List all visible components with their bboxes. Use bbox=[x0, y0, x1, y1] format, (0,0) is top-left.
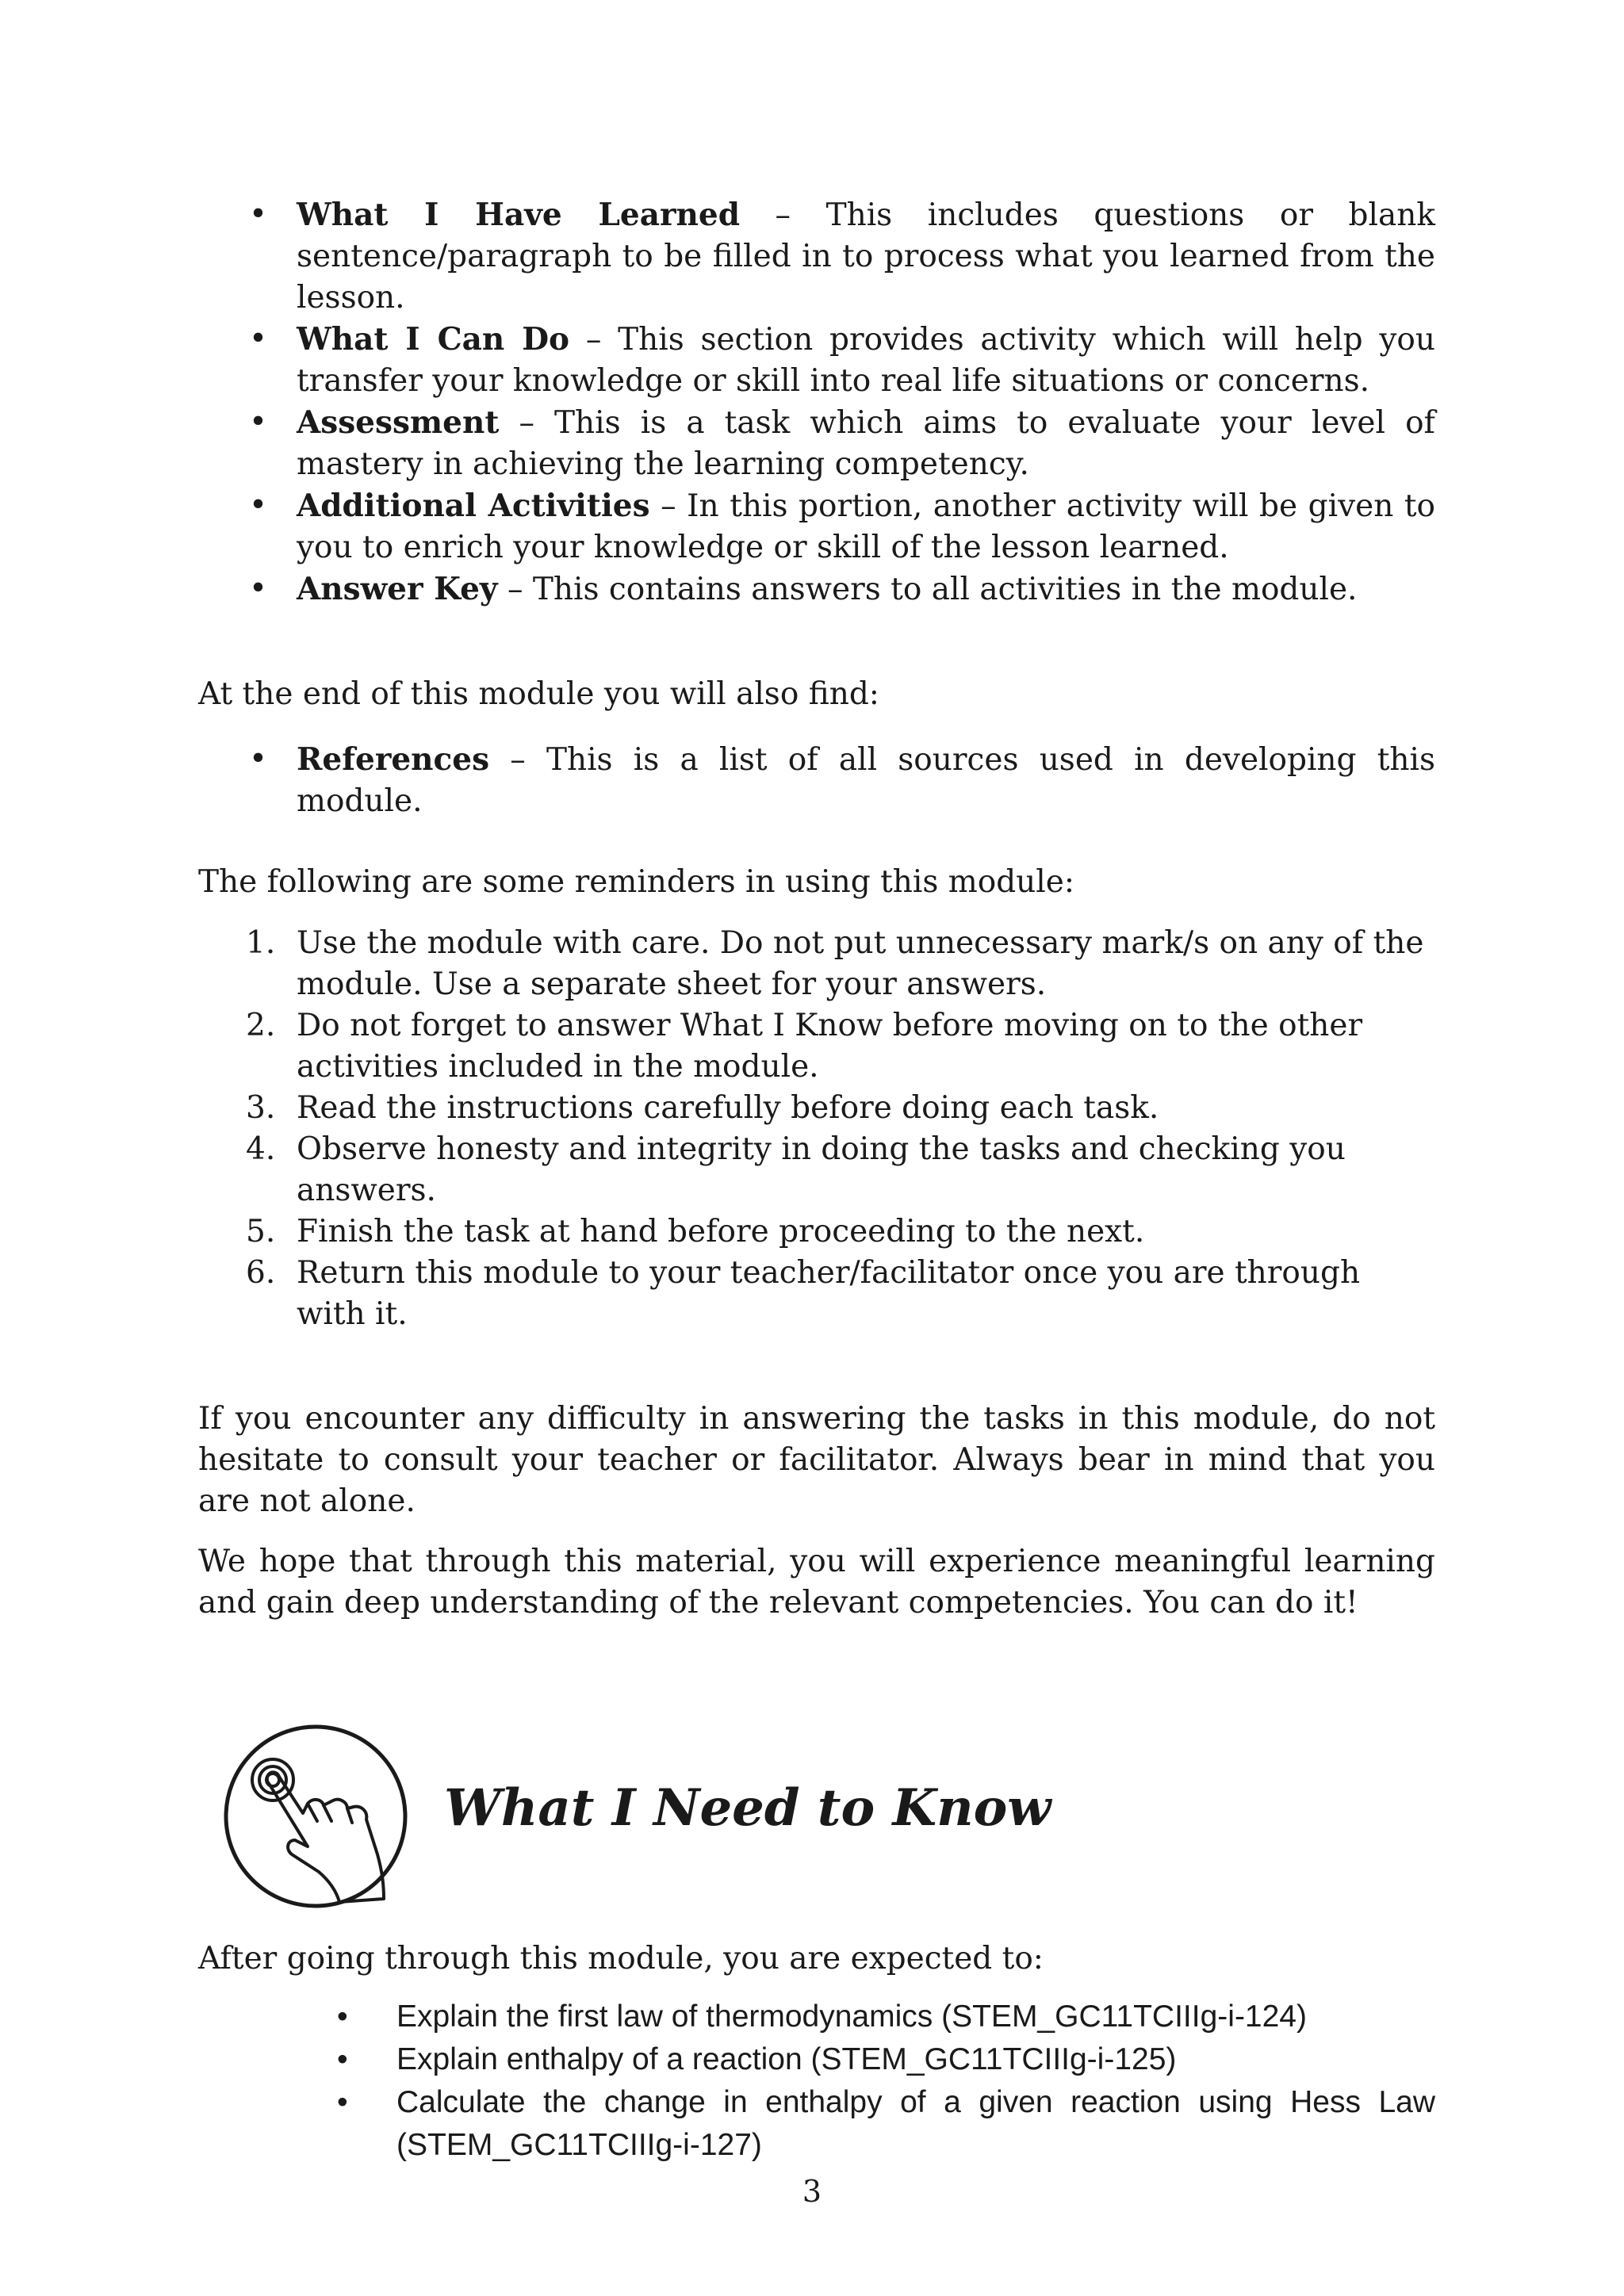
bullet-marker: • bbox=[337, 1999, 348, 2034]
list-item bbox=[198, 485, 1435, 568]
component-term: Assessment bbox=[297, 404, 500, 441]
item-number: 5. bbox=[246, 1214, 276, 1249]
bullet-marker: • bbox=[249, 321, 268, 357]
page-content bbox=[198, 194, 1435, 2167]
component-description: – This contains answers to all activities in the module. bbox=[497, 572, 1358, 607]
section-title: What I Need to Know bbox=[444, 1778, 1051, 1838]
component-term: Additional Activities bbox=[297, 488, 650, 524]
list-item bbox=[198, 2081, 1435, 2167]
difficulty-paragraph: If you encounter any difficulty in answering the tasks in this module, do not hesitate to consult your teacher or facilitator. Always bear in mind that you are not alone. bbox=[198, 1401, 1435, 1519]
component-term: Answer Key bbox=[297, 571, 498, 607]
bullet-marker: • bbox=[249, 571, 268, 607]
bullet-marker: • bbox=[337, 2085, 348, 2119]
list-item bbox=[198, 1211, 1435, 1253]
list-item bbox=[198, 1129, 1435, 1211]
list-item bbox=[198, 568, 1435, 610]
reminders-list bbox=[198, 923, 1435, 1335]
component-term: What I Have Learned bbox=[297, 197, 740, 233]
component-description: – In this portion, another activity will be given to you to enrich your knowledge or skill of the lesson learned. bbox=[297, 488, 1436, 565]
reminder-text: Do not forget to answer What I Know before moving on to the other activities included in the module. bbox=[297, 1008, 1363, 1085]
section-header bbox=[198, 1715, 1435, 1921]
references-description: – This is a list of all sources used in developing this module. bbox=[297, 742, 1435, 819]
list-item bbox=[198, 923, 1435, 1005]
list-item bbox=[198, 2038, 1435, 2081]
reminder-text: Observe honesty and integrity in doing the tasks and checking you answers. bbox=[297, 1131, 1346, 1208]
module-components-list bbox=[198, 194, 1435, 610]
bullet-marker: • bbox=[249, 741, 268, 777]
references-list bbox=[198, 739, 1435, 822]
bullet-marker: • bbox=[249, 197, 268, 232]
bullet-marker: • bbox=[249, 488, 268, 523]
reminder-text: Finish the task at hand before proceeding to the next. bbox=[297, 1214, 1145, 1249]
objective-text: Calculate the change in enthalpy of a given reaction using Hess Law (STEM_GC11TCIIIg-i-127) bbox=[396, 2085, 1435, 2162]
page-number: 3 bbox=[802, 2174, 822, 2209]
list-item bbox=[198, 402, 1435, 485]
item-number: 6. bbox=[246, 1255, 276, 1291]
list-item bbox=[198, 739, 1435, 822]
reminder-text: Return this module to your teacher/facilitator once you are through with it. bbox=[297, 1255, 1361, 1332]
item-number: 2. bbox=[246, 1008, 276, 1043]
objectives-list bbox=[198, 1996, 1435, 2167]
reminder-text: Read the instructions carefully before doing each task. bbox=[297, 1090, 1159, 1126]
reminder-text: Use the module with care. Do not put unnecessary mark/s on any of the module. Use a separate sheet for your answers. bbox=[297, 925, 1424, 1002]
pointing-hand-icon bbox=[214, 1715, 417, 1918]
component-description: – This is a task which aims to evaluate your level of mastery in achieving the learning competency. bbox=[297, 405, 1435, 482]
list-item bbox=[198, 1253, 1435, 1335]
item-number: 4. bbox=[246, 1131, 276, 1167]
component-description: – This section provides activity which will help you transfer your knowledge or skill into real life situations or concerns. bbox=[297, 322, 1435, 399]
references-term: References bbox=[297, 741, 490, 778]
objectives-intro: After going through this module, you are expected to: bbox=[198, 1941, 1044, 1976]
bullet-marker: • bbox=[249, 404, 268, 440]
list-item bbox=[198, 1005, 1435, 1088]
component-description: – This includes questions or blank sentence/paragraph to be filled in to process what you learned from the lesson. bbox=[297, 197, 1435, 316]
reminders-intro: The following are some reminders in using this module: bbox=[198, 864, 1074, 900]
list-item bbox=[198, 194, 1435, 319]
bullet-marker: • bbox=[337, 2042, 348, 2076]
objective-text: Explain enthalpy of a reaction (STEM_GC11TCIIIg-i-125) bbox=[396, 2042, 1177, 2076]
item-number: 1. bbox=[246, 925, 276, 961]
list-item bbox=[198, 1088, 1435, 1129]
hope-paragraph: We hope that through this material, you will experience meaningful learning and gain deep understanding of the relevant competencies. You can do it! bbox=[198, 1544, 1435, 1621]
item-number: 3. bbox=[246, 1090, 276, 1126]
component-term: What I Can Do bbox=[297, 321, 570, 358]
objective-text: Explain the first law of thermodynamics (STEM_GC11TCIIIg-i-124) bbox=[396, 1999, 1307, 2034]
end-of-module-intro: At the end of this module you will also find: bbox=[198, 676, 879, 712]
list-item bbox=[198, 1996, 1435, 2038]
list-item bbox=[198, 319, 1435, 402]
